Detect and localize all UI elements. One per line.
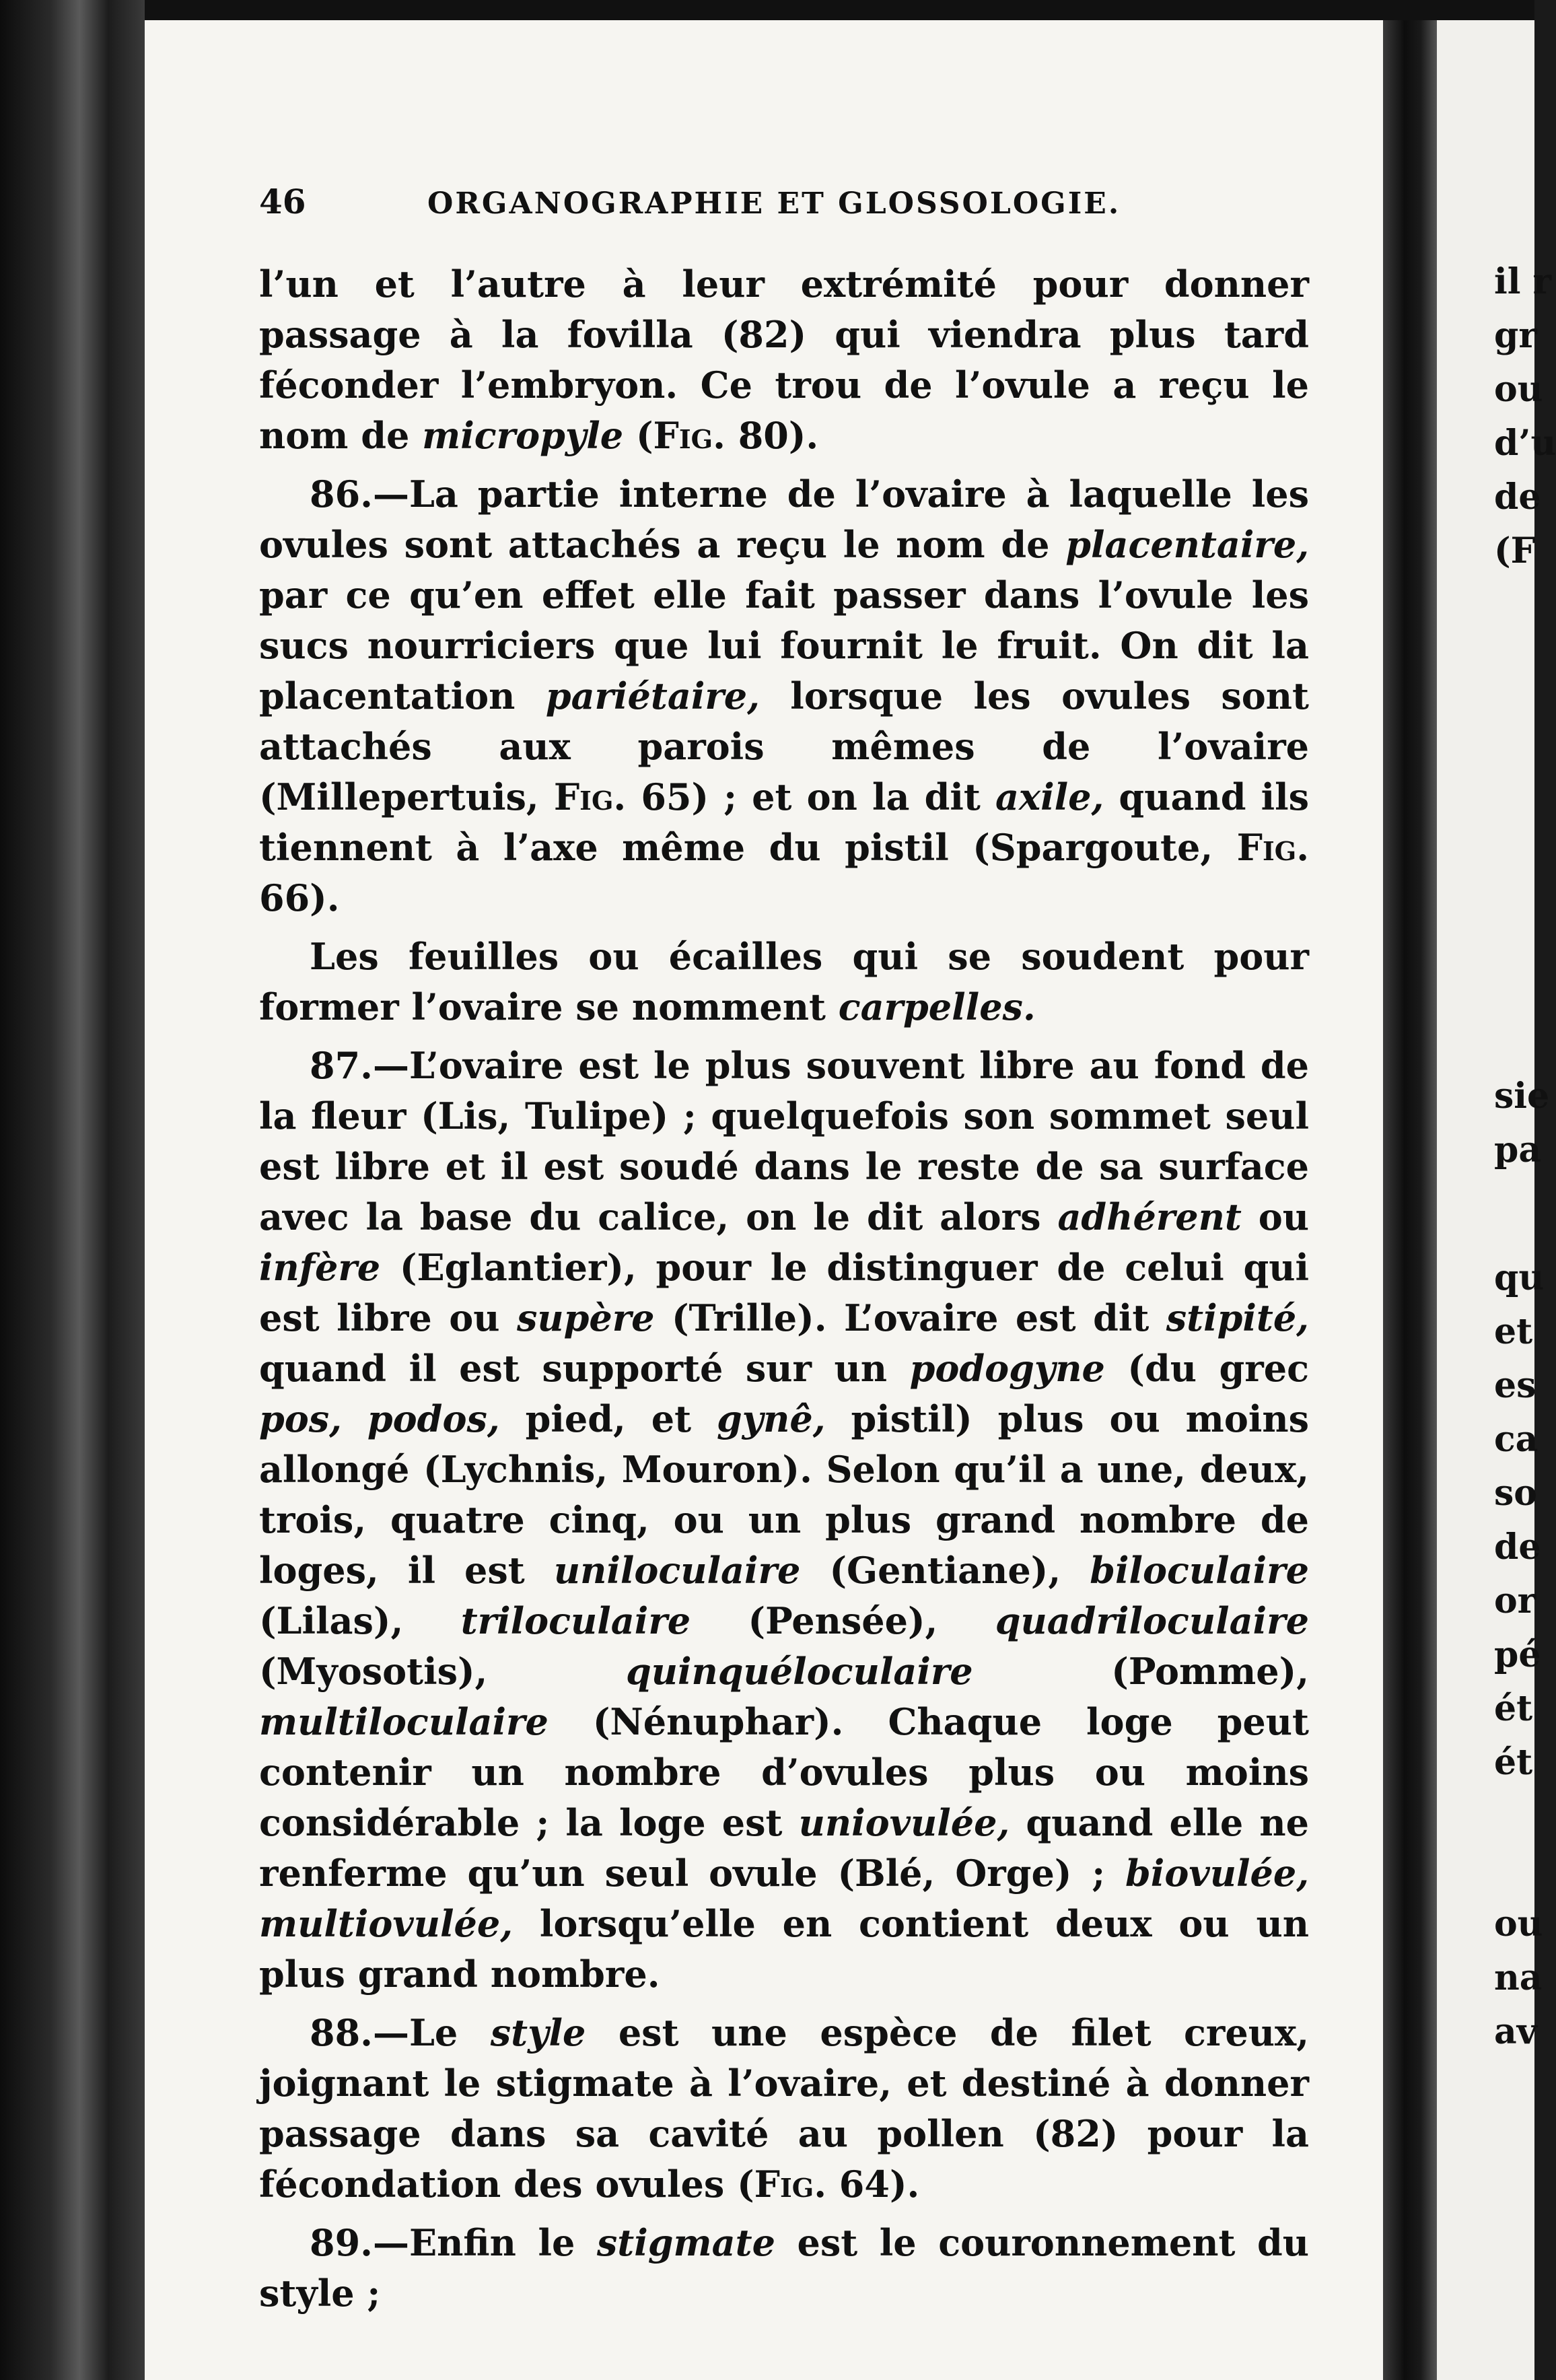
right-page-fragment: ét [1494,1688,1533,1729]
right-page-fragment: ét [1494,1742,1533,1783]
right-page-fragment: or [1494,1580,1536,1621]
right-page-fragment: pé [1494,1634,1541,1675]
paragraph-carpelles: Les feuilles ou écailles qui se soudent pour former l’ovaire se nomment carpelles. [259,935,1309,1028]
book-page-right-edge [1437,20,1556,2380]
paragraph-continuation: l’un et l’autre à leur extrémité pour donner passage à la fovilla (82) qui viendra plus tard féconder l’embryon. Ce trou de l’ovule a reçu le nom de micropyle (Fig. 80). [259,262,1309,457]
right-page-fragment: so [1494,1473,1537,1514]
right-page-fragment: pa [1494,1129,1542,1170]
right-page-fragment: ou [1494,369,1543,410]
page-body [259,259,1309,2327]
paragraph-86: 86.—La partie interne de l’ovaire à laquelle les ovules sont attachés a reçu le nom de placentaire, par ce qu’en effet elle fait passer dans l’ovule les sucs nourriciers que lui fournit le fruit. On dit la placentation pariétaire, lorsque les ovules sont attachés aux parois mêmes de l’ovaire (Millepertuis, Fig. 65) ; et on la dit axile, quand ils tiennent à l’axe même du pistil (Spargoute, Fig. 66). [259,473,1310,919]
right-page-fragment: d’u [1494,423,1556,464]
paragraph-89: 89.—Enfin le stigmate est le couronnement du style ; [259,2221,1309,2315]
right-page-fragment: es [1494,1365,1536,1406]
running-title: ORGANOGRAPHIE ET GLOSSOLOGIE. [427,186,1121,221]
book-gutter [1383,20,1437,2380]
page-header [259,182,1309,221]
right-page-fragment: av [1494,2011,1537,2052]
right-page-fragment: gr [1494,315,1537,356]
book-spine [0,0,145,2380]
right-page-fragment: na [1494,1957,1543,1998]
right-page-fragment: qu [1494,1257,1545,1298]
right-page-fragment: ou [1494,1903,1543,1945]
right-page-fragment: sie [1494,1076,1550,1117]
right-page-fragment: de [1494,477,1541,518]
right-page-fragment: il r [1494,261,1552,302]
right-page-fragment: et [1494,1311,1533,1352]
page-number: 46 [259,182,306,221]
paragraph-88: 88.—Le style est une espèce de filet creux, joignant le stigmate à l’ovaire, et destiné à donner passage dans sa cavité au pollen (82) pour la fécondation des ovules (Fig. 64). [259,2011,1309,2206]
paragraph-87: 87.—L’ovaire est le plus souvent libre au fond de la fleur (Lis, Tulipe) ; quelquefois son sommet seul est libre et il est soudé dans le reste de sa surface avec la base du calice, on le dit alors adhérent ou infère (Eglantier), pour le distinguer de celui qui est libre ou supère (Trille). L’ovaire est dit stipité, quand il est supporté sur un podogyne (du grec pos, podos, pied, et gynê, pistil) plus ou moins allongé (Lychnis, Mouron). Selon qu’il a une, deux, trois, quatre cinq, ou un plus grand nombre de loges, il est uniloculaire (Gentiane), biloculaire (Lilas), triloculaire (Pensée), quadriloculaire (Myosotis), quinquéloculaire (Pomme), multiloculaire (Nénuphar). Chaque loge peut contenir un nombre d’ovules plus ou moins considérable ; la loge est uniovulée, quand elle ne renferme qu’un seul ovule (Blé, Orge) ; biovulée, multiovulée, lorsqu’elle en contient deux ou un plus grand nombre. [259,1044,1310,1996]
right-page-fragment: (F [1494,530,1536,571]
scan-border-top [0,0,1534,20]
right-page-fragment: ca [1494,1419,1539,1460]
right-page-fragment: de [1494,1527,1541,1568]
